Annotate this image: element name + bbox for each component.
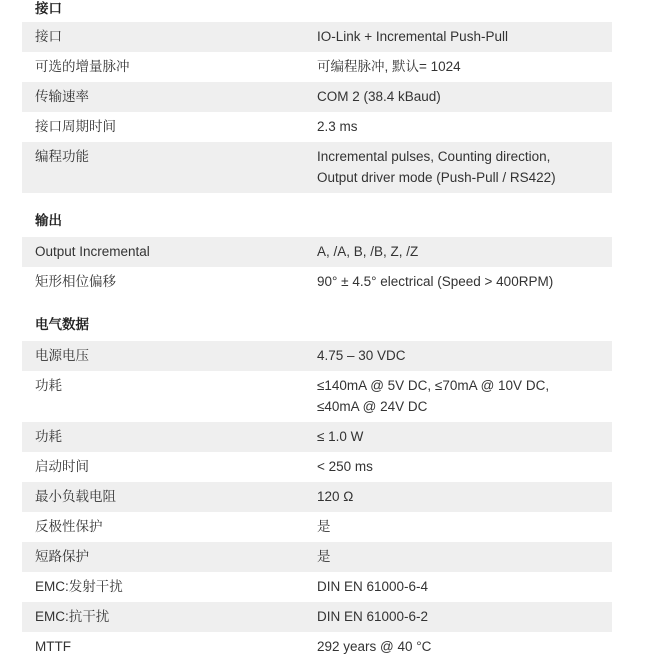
spec-table-electrical xyxy=(22,341,612,662)
spec-value: COM 2 (38.4 kBaud) xyxy=(317,89,441,104)
spec-row xyxy=(22,22,612,52)
spec-value: DIN EN 61000-6-4 xyxy=(317,579,429,594)
spec-label: 最小负载电阻 xyxy=(35,489,116,504)
spec-label: 启动时间 xyxy=(35,459,89,474)
spec-label: 电源电压 xyxy=(35,348,89,363)
spec-row xyxy=(22,482,612,512)
spec-value: Incremental pulses, Counting direction, Output driver mode (Push-Pull / RS422) xyxy=(317,149,556,185)
spec-value: A, /A, B, /B, Z, /Z xyxy=(317,244,419,259)
spec-value: ≤140mA @ 5V DC, ≤70mA @ 10V DC, ≤40mA @ 24V DC xyxy=(317,378,550,414)
spec-label: 可选的增量脉冲 xyxy=(35,59,130,74)
spec-row xyxy=(22,572,612,602)
spec-row xyxy=(22,512,612,542)
section-title-interface: 接口 xyxy=(35,1,62,16)
spec-label: 短路保护 xyxy=(35,549,89,564)
spec-value: 2.3 ms xyxy=(317,119,358,134)
spec-value: < 250 ms xyxy=(317,459,373,474)
spec-row xyxy=(22,112,612,142)
spec-value: IO-Link + Incremental Push-Pull xyxy=(317,29,508,44)
section-title-output: 输出 xyxy=(35,213,62,228)
spec-value: 4.75 – 30 VDC xyxy=(317,348,406,363)
spec-value: 90° ± 4.5° electrical (Speed > 400RPM) xyxy=(317,274,554,289)
spec-label: 接口 xyxy=(35,29,62,44)
spec-label: 矩形相位偏移 xyxy=(35,274,116,289)
spec-value: 可编程脉冲, 默认= 1024 xyxy=(317,59,461,74)
spec-row xyxy=(22,341,612,371)
spec-sheet xyxy=(22,0,612,662)
spec-value: 120 Ω xyxy=(317,489,354,504)
spec-label: EMC:发射干扰 xyxy=(35,579,123,594)
spec-value: 是 xyxy=(317,519,331,534)
spec-row xyxy=(22,632,612,662)
spec-label: 反极性保护 xyxy=(35,519,103,534)
spec-value: 292 years @ 40 °C xyxy=(317,639,432,654)
spec-row xyxy=(22,142,612,193)
section-title-electrical: 电气数据 xyxy=(35,317,89,332)
spec-label: MTTF xyxy=(35,639,71,654)
spec-row xyxy=(22,542,612,572)
spec-label: 接口周期时间 xyxy=(35,119,116,134)
spec-row xyxy=(22,371,612,422)
spec-row xyxy=(22,602,612,632)
spec-label: 功耗 xyxy=(35,378,62,393)
spec-row xyxy=(22,267,612,297)
spec-row xyxy=(22,422,612,452)
spec-label: EMC:抗干扰 xyxy=(35,609,110,624)
spec-value: DIN EN 61000-6-2 xyxy=(317,609,429,624)
spec-label: 功耗 xyxy=(35,429,62,444)
spec-row xyxy=(22,452,612,482)
spec-row xyxy=(22,82,612,112)
spec-value: ≤ 1.0 W xyxy=(317,429,364,444)
spec-value: 是 xyxy=(317,549,331,564)
spec-label: 编程功能 xyxy=(35,149,89,164)
spec-row xyxy=(22,52,612,82)
spec-label: Output Incremental xyxy=(35,244,150,259)
spec-table-output xyxy=(22,237,612,297)
spec-row xyxy=(22,237,612,267)
spec-table-interface xyxy=(22,22,612,193)
spec-label: 传输速率 xyxy=(35,89,89,104)
